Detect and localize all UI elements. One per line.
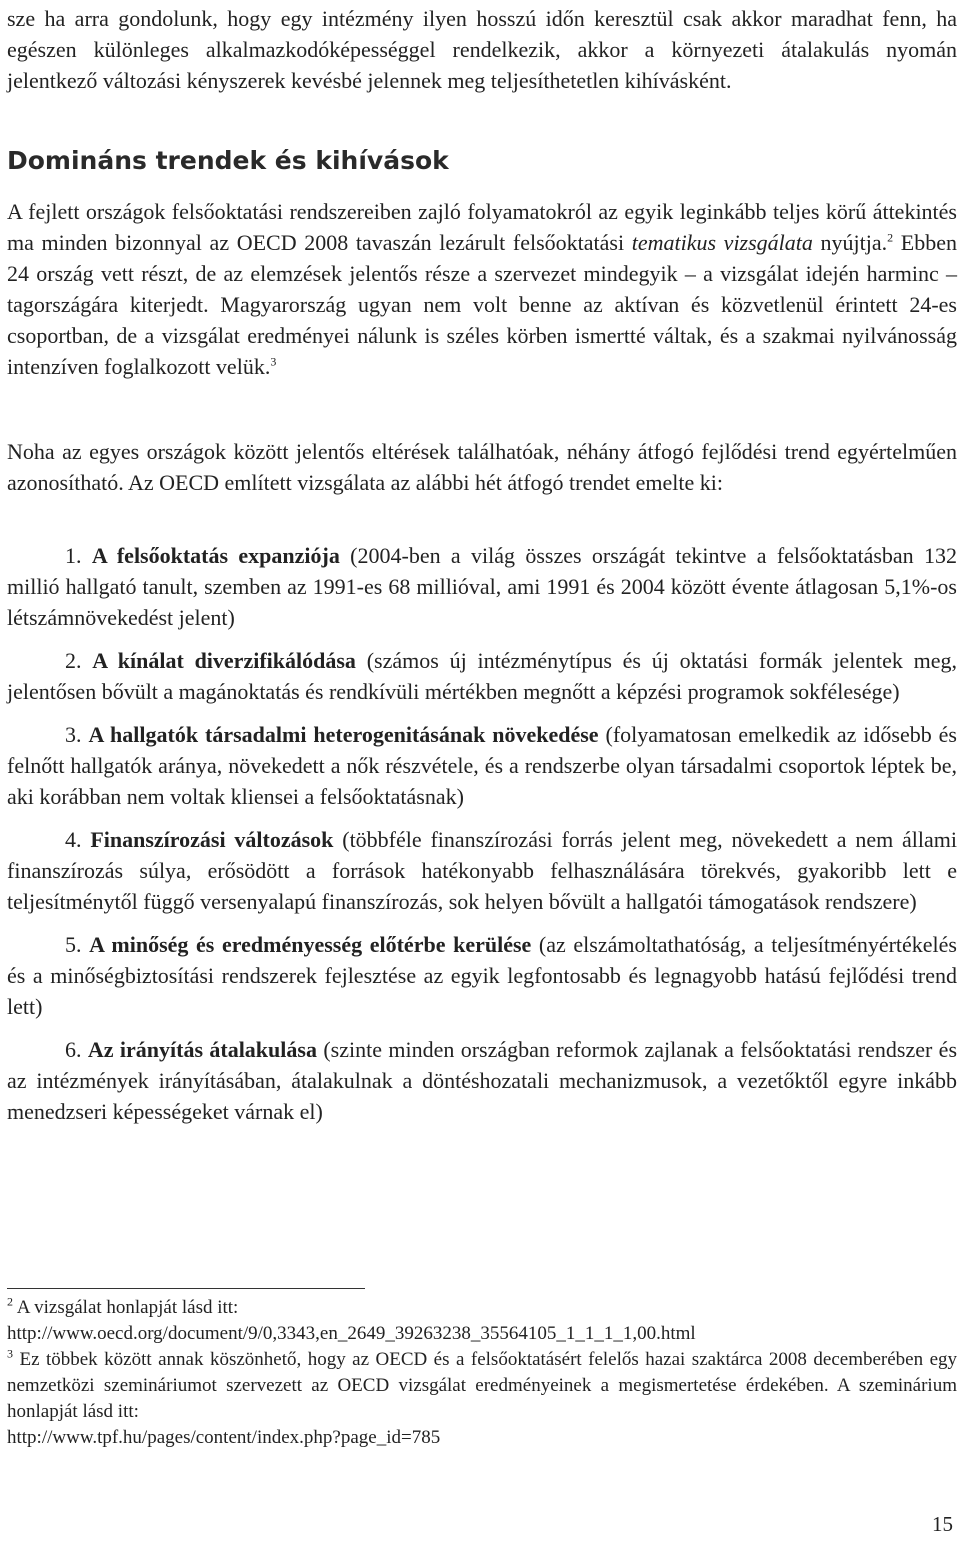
- trend-list: [7, 540, 957, 1139]
- text-run: Ebben 24 ország vett részt, de az elemzések jelentős része a szervezet mindegyik – a vizsgálat idején harminc – tagországára kiterjedt. Magyarország ugyan nem volt benne az aktívan és közvetlenül érintett 24-es csoportban, de a vizsgálat eredményei nálunk is széles körben ismertté váltak, és a szakmai nyilvánosság intenzíven foglalkozott velük.: [7, 230, 958, 379]
- intro-paragraph: sze ha arra gondolunk, hogy egy intézmény ilyen hosszú időn keresztül csak akkor maradhat fenn, ha egészen különleges alkalmazkodóképességgel rendelkezik, akkor a környezeti átalakulás nyomán jelentkező változási kényszerek kevésbé jelennek meg teljesíthetetlen kihívásként.: [7, 6, 957, 93]
- document-page: [7, 0, 957, 1543]
- list-item-title: Finanszírozási változások: [90, 827, 334, 852]
- paragraph-trends-intro: Noha az egyes országok között jelentős eltérések találhatóak, néhány átfogó fejlődési trend egyértelműen azonosítható. Az OECD említett vizsgálata az alábbi hét átfogó trendet emelte ki:: [7, 439, 957, 495]
- footnote-divider: [7, 1288, 365, 1289]
- list-item-title: A hallgatók társadalmi heterogenitásának növekedése: [88, 722, 599, 747]
- italic-text: tematikus vizsgálata: [631, 230, 813, 255]
- list-item: 2. A kínálat diverzifikálódása (számos új intézménytípus és új oktatási formák jelentek meg, jelentősen bővült a magánoktatás és rendkívüli mértékben megnőtt a képzési programok sokfélesége): [7, 648, 957, 704]
- list-item: 6. Az irányítás átalakulása (szinte minden országban reformok zajlanak a felsőoktatási rendszer és az intézmények irányításában, átalakulnak a döntéshozatali mechanizmusok, a vezetőktől egyre inkább menedzseri képességeket várnak el): [7, 1037, 958, 1124]
- paragraph-oecd-review: [7, 196, 957, 382]
- section-heading: Domináns trendek és kihívások: [7, 146, 449, 175]
- list-item-title: A kínálat diverzifikálódása: [92, 648, 356, 673]
- footnote-2: $^2$ A vizsgálat honlapját lásd itt: http://www.oecd.org/document/9/0,3343,en_2649_39263238_35564105_1_1_1_1,00.html: [7, 1294, 696, 1344]
- page-number: 15: [932, 1512, 953, 1536]
- text-run: nyújtja.: [812, 230, 888, 255]
- list-item-title: A felsőoktatás expanziója: [91, 543, 340, 568]
- list-item: 4. Finanszírozási változások (többféle finanszírozási forrás jelent meg, növekedett a nem állami finanszírozás súlya, erősödött a források hatékonyabb felhasználására törekvés, gyakoribb lett e teljesítménytől függő versenyalapú finanszírozás, sok helyen bővült a hallgatói támogatások rendszere): [7, 827, 958, 914]
- footnote-3: $^3$ Ez többek között annak köszönhető, hogy az OECD és a felsőoktatásért felelős hazai szaktárca 2008 decemberében egy nemzetközi szemináriumot szervezett az OECD vizsgálat eredményeinek a megismertetése érdekében. A szeminárium honlapját lásd itt: http://www.tpf.hu/pages/content/index.php?page_id=785: [7, 1346, 957, 1448]
- footnotes: [7, 1288, 957, 1451]
- footnote-ref[interactable]: 2: [887, 230, 894, 245]
- footnote-link[interactable]: http://www.oecd.org/document/9/0,3343,en_2649_39263238_35564105_1_1_1_1,00.html: [7, 1323, 696, 1344]
- text-run: A fejlett országok felsőoktatási rendszereiben zajló folyamatokról az egyik leginkább teljes körű áttekintés ma minden bizonnyal az OECD 2008 tavaszán lezárult felsőoktatási: [7, 199, 957, 255]
- list-item: 5. A minőség és eredményesség előtérbe kerülése (az elszámoltathatóság, a teljesítményértékelés és a minőségbiztosítási rendszerek fejlesztése az egyik legfontosabb és legnagyobb hatású fejlődési trend lett): [7, 932, 957, 1019]
- footnote-ref[interactable]: 3: [270, 354, 277, 369]
- list-item-title: Az irányítás átalakulása: [87, 1037, 317, 1062]
- list-item-title: A minőség és eredményesség előtérbe kerülése: [89, 932, 532, 957]
- list-item: 1. A felsőoktatás expanziója (2004-ben a világ összes országát tekintve a felsőoktatásban 132 millió hallgató tanult, szemben az 1991-es 68 millióval, ami 1991 és 2004 között évente átlagosan 5,1%-os létszámnövekedést jelent): [7, 543, 958, 630]
- footnote-link[interactable]: http://www.tpf.hu/pages/content/index.php?page_id=785: [7, 1427, 441, 1448]
- list-item: 3. A hallgatók társadalmi heterogenitásának növekedése (folyamatosan emelkedik az idősebb és felnőtt hallgatók aránya, növekedett a nők részvétele, és a rendszerbe olyan társadalmi csoportok léptek be, aki korábban nem voltak kliensei a felsőoktatásnak): [7, 722, 957, 809]
